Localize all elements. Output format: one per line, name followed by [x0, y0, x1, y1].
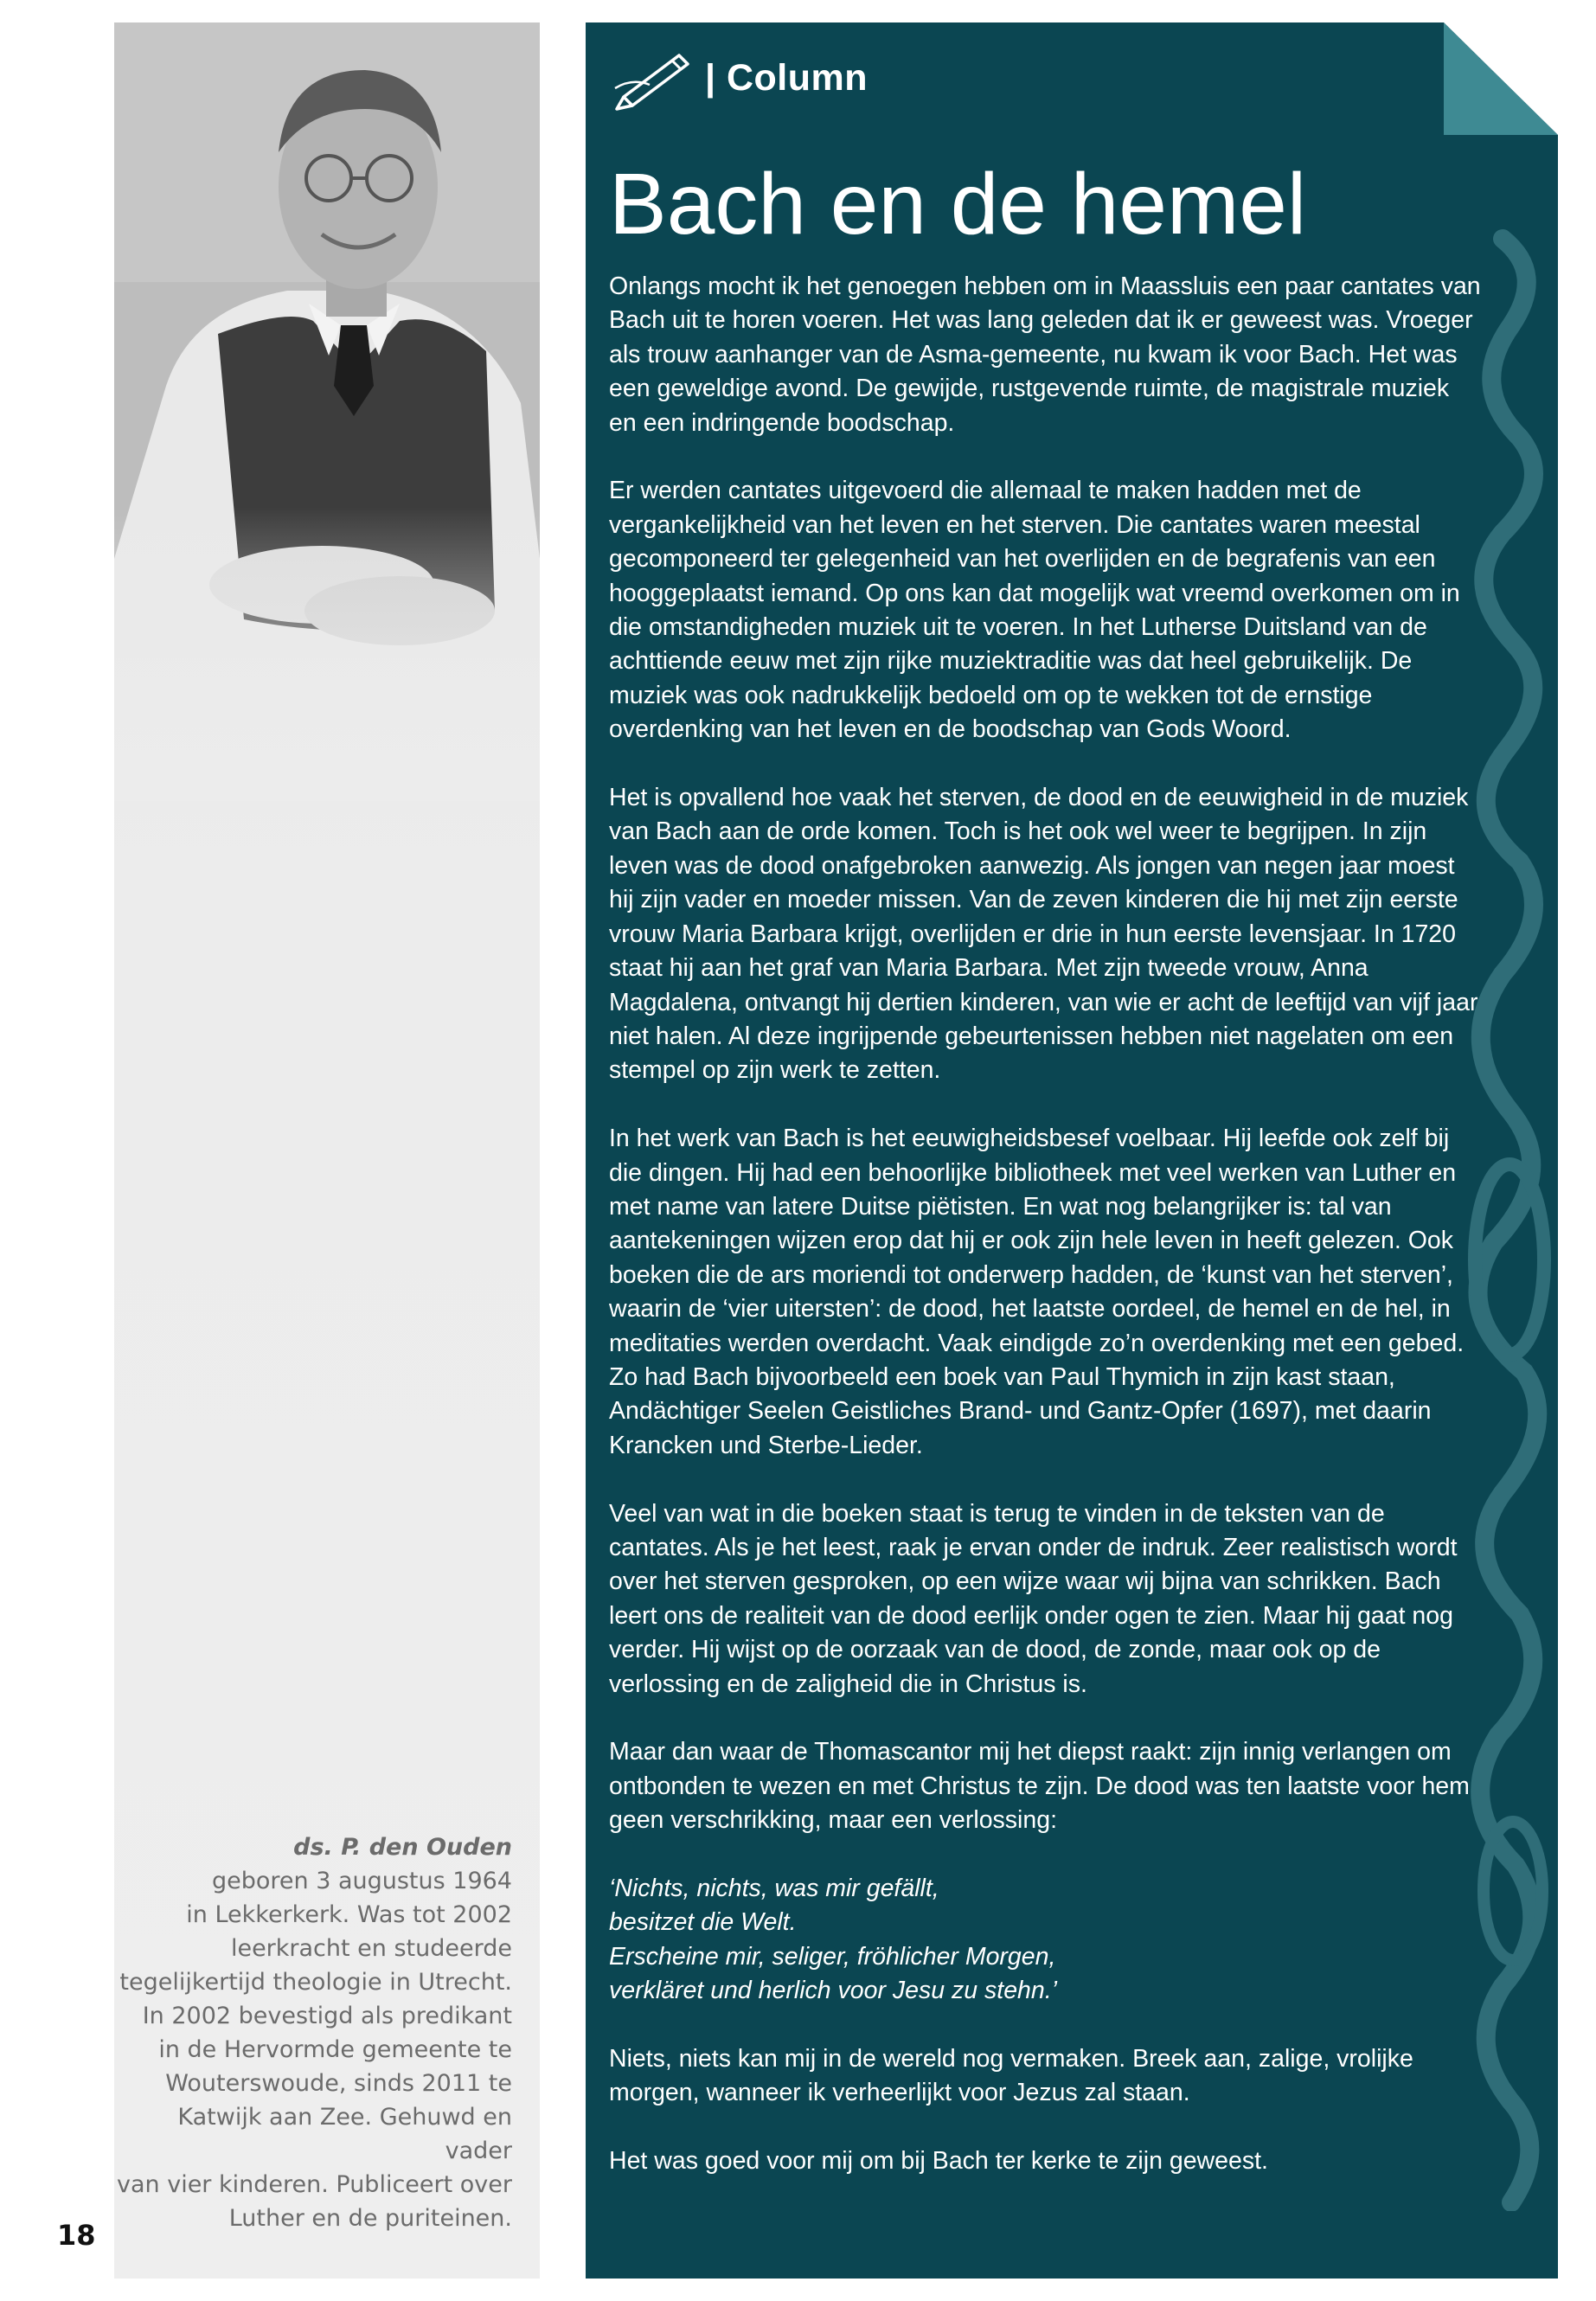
bio-line: van vier kinderen. Publiceert over [117, 2171, 512, 2198]
quote-line: besitzet die Welt. [609, 1908, 797, 1937]
quote-line: ‘Nichts, nichts, was mir gefällt, [609, 1875, 939, 1902]
author-sidebar [114, 22, 540, 2279]
bio-line: in Lekkerkerk. Was tot 2002 [186, 1901, 512, 1928]
column-header [606, 42, 868, 114]
author-bio [114, 1830, 512, 2235]
quote-line: verkläret und herlich voor Jesu zu stehn.’ [609, 1977, 1058, 2005]
column-panel [586, 22, 1558, 2279]
bio-line: Wouterswoude, sinds 2011 te [165, 2070, 512, 2097]
bio-line: tegelijkertijd theologie in Utrecht. [119, 1969, 512, 1996]
author-portrait-illustration [114, 22, 540, 801]
author-name: ds. P. den Ouden [293, 1834, 512, 1861]
article-paragraph: Het is opvallend hoe vaak het sterven, de dood en de eeuwigheid in de muziek van Bach aan de orde komen. Toch is het ook wel weer te begrijpen. In zijn leven was de dood onafgebroken aanwezig. Als jongen van negen jaar moest hij zijn vader en moeder missen. Van de zeven kinderen die hij met zijn eerste vrouw Maria Barbara krijgt, overlijden er drie in hun eerste levensjaar. In 1720 staat hij aan het graf van Maria Barbara. Met zijn tweede vrouw, Anna Magdalena, ontvangt hij dertien kinderen, van wie er acht de leeftijd van vijf jaar niet halen. Al deze ingrijpende gebeurtenissen hebben niet nagelaten om een stempel op zijn werk te zetten. [609, 784, 1478, 1085]
bio-line: In 2002 bevestigd als predikant [142, 2003, 512, 2029]
bio-line: Luther en de puriteinen. [228, 2205, 512, 2232]
bio-line: geboren 3 augustus 1964 [211, 1868, 512, 1894]
article-paragraph: Er werden cantates uitgevoerd die allemaal te maken hadden met de vergankelijkheid van het leven en het sterven. Die cantates waren meestal gecomponeerd ter gelegenheid van het overlijden en de begrafenis van een hooggeplaatst iemand. Op ons kan dat mogelijk wat vreemd overkomen om in die omstandigheden muziek uit te voeren. In het Lutherse Duitsland van de achttiende eeuw met zijn rijke muziektraditie was dat heel gebruikelijk. De muziek was ook nadrukkelijk bedoeld om op te wekken tot de ernstige overdenking van het leven en de boodschap van Gods Woord. [609, 477, 1460, 744]
bach-quote [609, 1872, 1483, 2009]
article-paragraph: In het werk van Bach is het eeuwigheidsbesef voelbaar. Hij leefde ook zelf bij die dingen. Hij had een behoorlijke bibliotheek met veel werken van Luther en met name van latere Duitse piëtisten. En wat nog belangrijker is: tal van aantekeningen wijzen erop dat hij er ook zijn hele leven in heeft gelezen. Ook boeken die de ars moriendi tot onderwerp hadden, de ‘kunst van het sterven’, waarin de ‘vier uitersten’: de dood, het laatste oordeel, de hemel en de hel, in meditaties werden overdacht. Vaak eindigde zo’n overdenking met een gebed. Zo had Bach bijvoorbeeld een boek van Paul Thymich in zijn kast staan, Andächtiger Seelen Geistliches Brand- und Gantz-Opfer (1697), met daarin Krancken und Sterbe-Lieder. [609, 1125, 1465, 1459]
article-paragraph: Maar dan waar de Thomascantor mij het diepst raakt: zijn innig verlangen om ontbonden te wezen en met Christus te zijn. De dood was ten laatste voor hem geen verschrikking, maar een verlossing: [609, 1738, 1470, 1835]
closing-sentence: Het was goed voor mij om bij Bach ter kerke te zijn geweest. [609, 2147, 1268, 2176]
author-photo [114, 22, 540, 801]
page-corner-fold [1444, 22, 1558, 135]
page-number: 18 [57, 2219, 96, 2252]
article-paragraph: Veel van wat in die boeken staat is terug te vinden in de teksten van de cantates. Als je het leest, raak je ervan onder de indruk. Zeer realistisch wordt over het sterven gesproken, op een wijze waar wij bijna van schrikken. Bach leert ons de realiteit van de dood eerlijk onder ogen te zien. Maar hij gaat nog verder. Hij wijst op de oorzaak van de dood, de zonde, maar ook op de verlossing en de zaligheid die in Christus is. [609, 1499, 1458, 1698]
bio-line: Katwijk aan Zee. Gehuwd en vader [177, 2104, 512, 2164]
quote-translation: Niets, niets kan mij in de wereld nog vermaken. Breek aan, zalige, vrolijke morgen, wanneer ik verheerlijkt voor Jezus zal staan. [609, 2045, 1413, 2107]
article-title: Bach en de hemel [609, 156, 1307, 253]
article-paragraph: Onlangs mocht ik het genoegen hebben om in Maassluis een paar cantates van Bach uit te horen voeren. Het was lang geleden dat ik er geweest was. Vroeger als trouw aanhanger van de Asma-gemeente, nu kwam ik voor Bach. Het was een geweldige avond. De gewijde, rustgevende ruimte, de magistrale muziek en een indringende boodschap. [609, 272, 1481, 437]
bio-line: in de Hervormde gemeente te [158, 2036, 512, 2063]
article-body [609, 270, 1483, 2213]
section-label: | Column [705, 56, 869, 99]
bio-line: leerkracht en studeerde [230, 1935, 512, 1962]
quote-line: Erscheine mir, seliger, fröhlicher Morgen, [609, 1942, 1056, 1971]
pen-icon [606, 43, 696, 112]
